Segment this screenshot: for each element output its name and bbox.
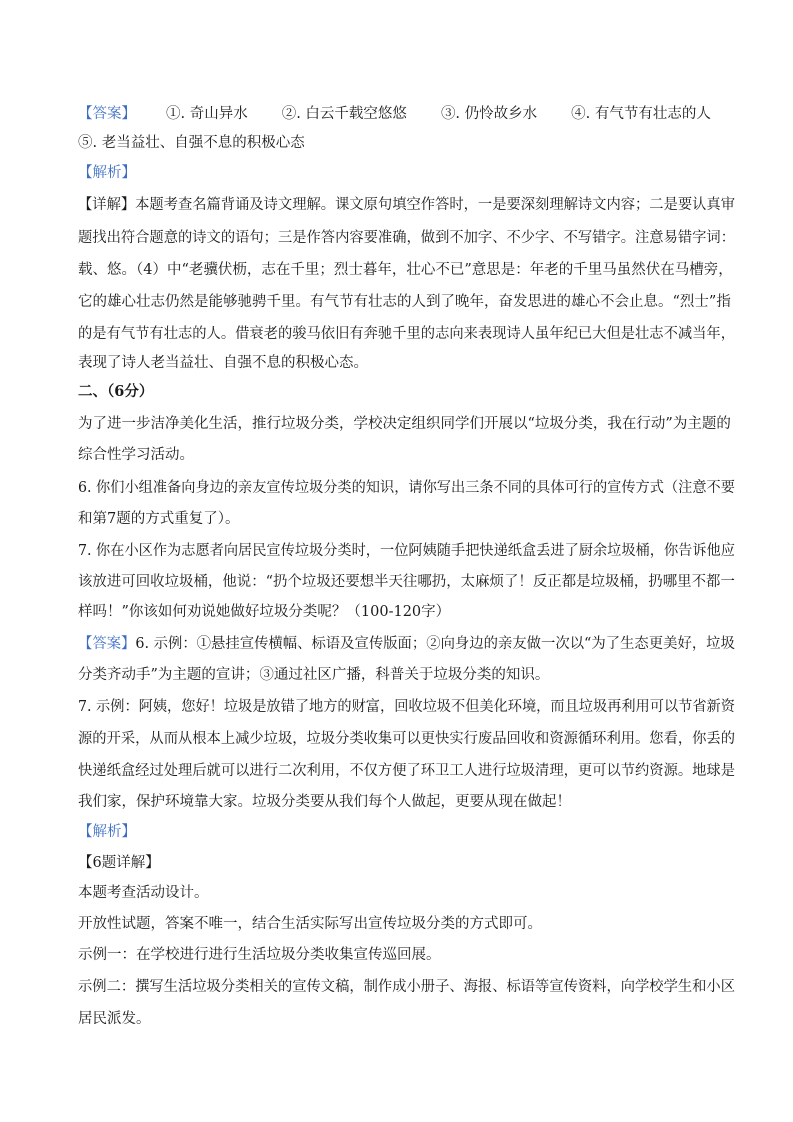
analysis2-line: 示例二：撰写生活垃圾分类相关的宣传文稿，制作成小册子、海报、标语等宣传资料，向学校学生和小区	[78, 979, 735, 995]
question-6: 和第7题的方式重复了）。	[78, 511, 240, 527]
analysis-line: 的是有气节有壮志的人。借衰老的骏马依旧有奔驰千里的志向来表现诗人虽年纪已大但是壮志不减当年，	[78, 326, 735, 342]
answer-item-5: ⑤. 老当益壮、自强不息的积极心态	[78, 135, 305, 151]
analysis-line: 题找出符合题意的诗文的语句；三是作答内容要准确，做到不加字、不少字、不写错字。注意易错字词：	[78, 230, 735, 246]
question-6: 6. 你们小组准备向身边的亲友宣传垃圾分类的知识，请你写出三条不同的具体可行的宣传方式（注意不要	[78, 480, 735, 496]
section-intro: 综合性学习活动。	[78, 447, 194, 463]
question-7: 样吗！”你该如何劝说她做好垃圾分类呢？（100-120字）	[78, 604, 451, 620]
analysis2-line: 示例一：在学校进行进行生活垃圾分类收集宣传巡回展。	[78, 947, 441, 963]
analysis-line: 【详解】本题考查名篇背诵及诗文理解。课文原句填空作答时，一是要深刻理解诗文内容；二是要认真审	[78, 197, 735, 213]
answer-item-4: ④. 有气节有壮志的人	[571, 106, 711, 122]
question-7: 7. 你在小区作为志愿者向居民宣传垃圾分类时，一位阿姨随手把快递纸盒丢进了厨余垃圾桶，你告诉他应	[78, 543, 735, 559]
answer2-line: 源的开采，从而从根本上减少垃圾，垃圾分类收集可以更快实行废品回收和资源循环利用。您看，你丢的	[78, 731, 735, 747]
analysis2-tag: 【解析】	[78, 824, 136, 840]
answer-item-2: ②. 白云千载空悠悠	[281, 106, 407, 122]
answer2-line-1	[78, 634, 735, 654]
section-heading: 二、（6分）	[78, 383, 154, 400]
answer2-text: 6. 示例：①悬挂宣传横幅、标语及宣传版面；②向身边的亲友做一次以“为了生态更美好，垃圾	[135, 636, 735, 652]
analysis-line: 表现了诗人老当益壮、自强不息的积极心态。	[78, 355, 368, 371]
answer-tag: 【答案】	[78, 106, 136, 122]
answer-tag: 【答案】	[78, 636, 136, 652]
answer2-line: 分类齐动手”为主题的宣讲；③通过社区广播，科普关于垃圾分类的知识。	[78, 667, 550, 683]
analysis2-line: 居民派发。	[78, 1011, 151, 1027]
answer2-line: 我们家，保护环境靠大家。垃圾分类要从我们每个人做起，更要从现在做起！	[78, 794, 571, 810]
analysis-line: 载、悠。（4）中“老骥伏枥，志在千里；烈士暮年，壮心不已”意思是：年老的千里马虽然伏在马槽旁，	[78, 262, 733, 278]
analysis-tag: 【解析】	[78, 165, 136, 181]
answer2-line: 7. 示例：阿姨，您好！垃圾是放错了地方的财富，回收垃圾不但美化环境，而且垃圾再利用可以节省新资	[78, 699, 735, 715]
question-7: 该放进可回收垃圾桶，他说：“扔个垃圾还要想半天往哪扔，太麻烦了！反正都是垃圾桶，扔哪里不都一	[78, 574, 735, 590]
answer-item-1: ①. 奇山异水	[166, 106, 248, 122]
analysis2-line: 本题考查活动设计。	[78, 885, 209, 901]
answer2-line: 快递纸盒经过处理后就可以进行二次利用，不仅方便了环卫工人进行垃圾清理，更可以节约资源。地球是	[78, 763, 735, 779]
section-intro: 为了进一步洁净美化生活，推行垃圾分类，学校决定组织同学们开展以“垃圾分类，我在行动”为主题的	[78, 416, 731, 432]
answer-line-1	[78, 104, 711, 124]
analysis2-line: 【6题详解】	[78, 855, 160, 871]
analysis2-line: 开放性试题，答案不唯一，结合生活实际写出宣传垃圾分类的方式即可。	[78, 916, 542, 932]
analysis-line: 它的雄心壮志仍然是能够驰骋千里。有气节有壮志的人到了晚年，奋发思进的雄心不会止息。“烈士”指	[78, 294, 731, 310]
answer-item-3: ③. 仍怜故乡水	[440, 106, 538, 122]
